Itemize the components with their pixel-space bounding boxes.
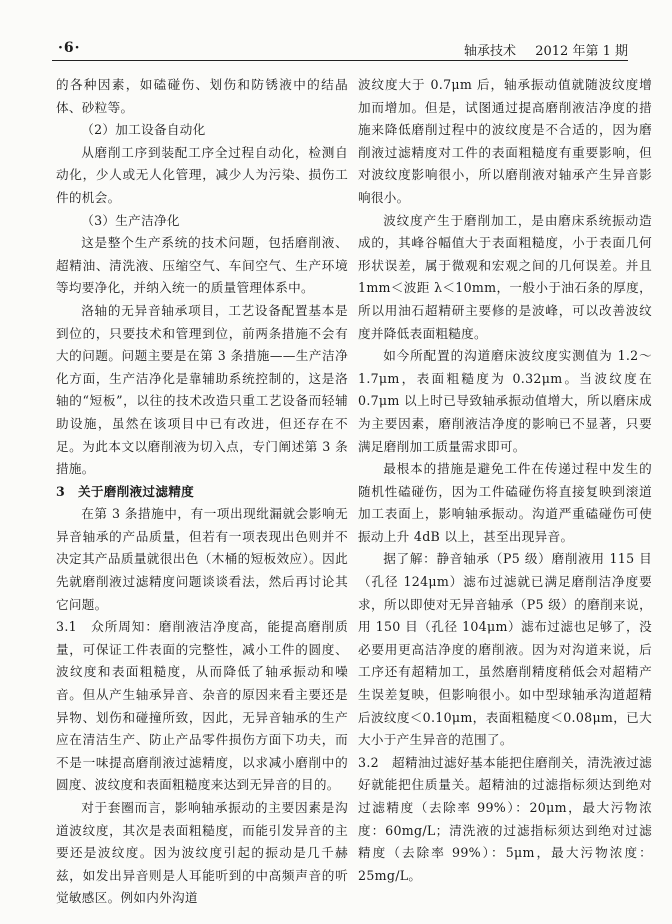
right-column [358,74,652,887]
paragraph: 据了解：静音轴承（P5 级）磨削液用 115 目（孔径 124μm）滤布过滤就已满足磨削洁净度要求，所以即使对无异音轴承（P5 级）的磨削来说，用 150 目（孔径 104μm）滤布过滤也足够了，没必要用更高洁净度的磨削液。因为对沟道来说，后工序还有超精加工，虽然磨削精度稍低会对超精产生误差复映，但影响很小。如中型球轴承沟道超精后波纹度＜0.10μm，表面粗糙度＜0.08μm，已大大小于产生异音的范围了。 [358,551,652,748]
paragraph: 3.2 超精油过滤好基本能把住磨削关，清洗液过滤好就能把住质量关。超精油的过滤指标须达到绝对过滤精度（去除率 99%）：20μm，最大污物浓度：60mg/L；清洗液的过滤指标须达到绝对过滤精度（去除率 99%）：5μm，最大污物浓度：25mg/L。 [358,754,652,883]
page-number: ·6· [58,40,81,56]
paragraph: 对于套圈而言，影响轴承振动的主要因素是沟道波纹度，其次是表面粗糙度，而能引发异音的主要还是波纹度。因为波纹度引起的振动是几千赫兹，如发出异音则是人耳能听到的中高频声音的听觉敏感区。例如内外沟道 [56,800,348,906]
subsection-title: （3）生产洁净化 [81,212,180,228]
issue-label: 2012 年第 1 期 [535,44,628,59]
paragraph: 的各种因素，如磕碰伤、划伤和防锈液中的结晶体、砂粒等。 [56,77,348,115]
page-header [52,38,628,61]
paragraph: 波纹度产生于磨削加工，是由磨床系统振动造成的，其峰谷幅值大于表面粗糙度，小于表面几何形状误差，属于微观和宏观之间的几何误差。并且 1mm＜波距 λ＜10mm，一般小于油石条的厚度，所以用油石超精研主要修的是波峰，可以改善波纹度并降低表面粗糙度。 [358,212,652,341]
paragraph: 波纹度大于 0.7μm 后，轴承振动值就随波纹度增加而增加。但是，试图通过提高磨削液洁净度的措施来降低磨削过程中的波纹度是不合适的，因为磨削液过滤精度对工件的表面粗糙度有重要影响，但对波纹度影响很小，所以磨削液对轴承产生异音影响很小。 [358,77,652,205]
journal-name: 轴承技术 [463,44,516,59]
paragraph: 如今所配置的沟道磨床波纹度实测值为 1.2～1.7μm，表面粗糙度为 0.32μm。当波纹度在 0.7μm 以上时已导致轴承振动值增大，所以磨床成为主要因素，磨削液洁净度的影响已不显著，只要满足磨削加工质量需求即可。 [358,348,652,454]
subsection-title: （2）加工设备自动化 [81,122,206,138]
paragraph: 在第 3 条措施中，有一项出现纰漏就会影响无异音轴承的产品质量，但若有一项表现出色则并不决定其产品质量就很出色（木桶的短板效应）。因此先就磨削液过滤精度问题谈谈看法，然后再讨论其它问题。 [56,506,348,612]
paragraph: 最根本的措施是避免工件在传递过程中发生的随机性磕碰伤，因为工件磕碰伤将直接复映到滚道加工表面上，影响轴承振动。沟道严重磕碰伤可使振动上升 4dB 以上，甚至出现异音。 [358,461,652,544]
paragraph: 3.1 众所周知：磨削液洁净度高，能提高磨削质量，可保证工件表面的完整性，减小工件的圆度、波纹度和表面粗糙度，从而降低了轴承振动和噪音。但从产生轴承异音、杂音的原因来看主要还是异物、划伤和碰撞所致，因此，无异音轴承的生产应在清洁生产、防止产品零件损伤方面下功夫，而不是一味提高磨削液过滤精度，以求减小磨削中的圆度、波纹度和表面粗糙度来达到无异音的目的。 [56,619,348,793]
left-column [56,74,348,910]
paragraph: 这是整个生产系统的技术问题，包括磨削液、超精油、清洗液、压缩空气、车间空气、生产环境等均要净化，并纳入统一的质量管理体系中。 [56,235,348,296]
section-heading: 3 关于磨削液过滤精度 [56,483,195,499]
paragraph: 洛轴的无异音轴承项目，工艺设备配置基本是到位的，只要技术和管理到位，前两条措施不会有大的问题。问题主要是在第 3 条措施——生产洁净化方面，生产洁净化是靠辅助系统控制的，这是洛轴的“短板”，以往的技术改造只重工艺设备而轻辅助设施，虽然在该项目中已有改进，但还存在不足。为此本文以磨削液为切入点，专门阐述第 3 条措施。 [56,302,348,477]
paragraph: 从磨削工序到装配工序全过程自动化，检测自动化，少人或无人化管理，减少人为污染、损伤工件的机会。 [56,144,348,205]
